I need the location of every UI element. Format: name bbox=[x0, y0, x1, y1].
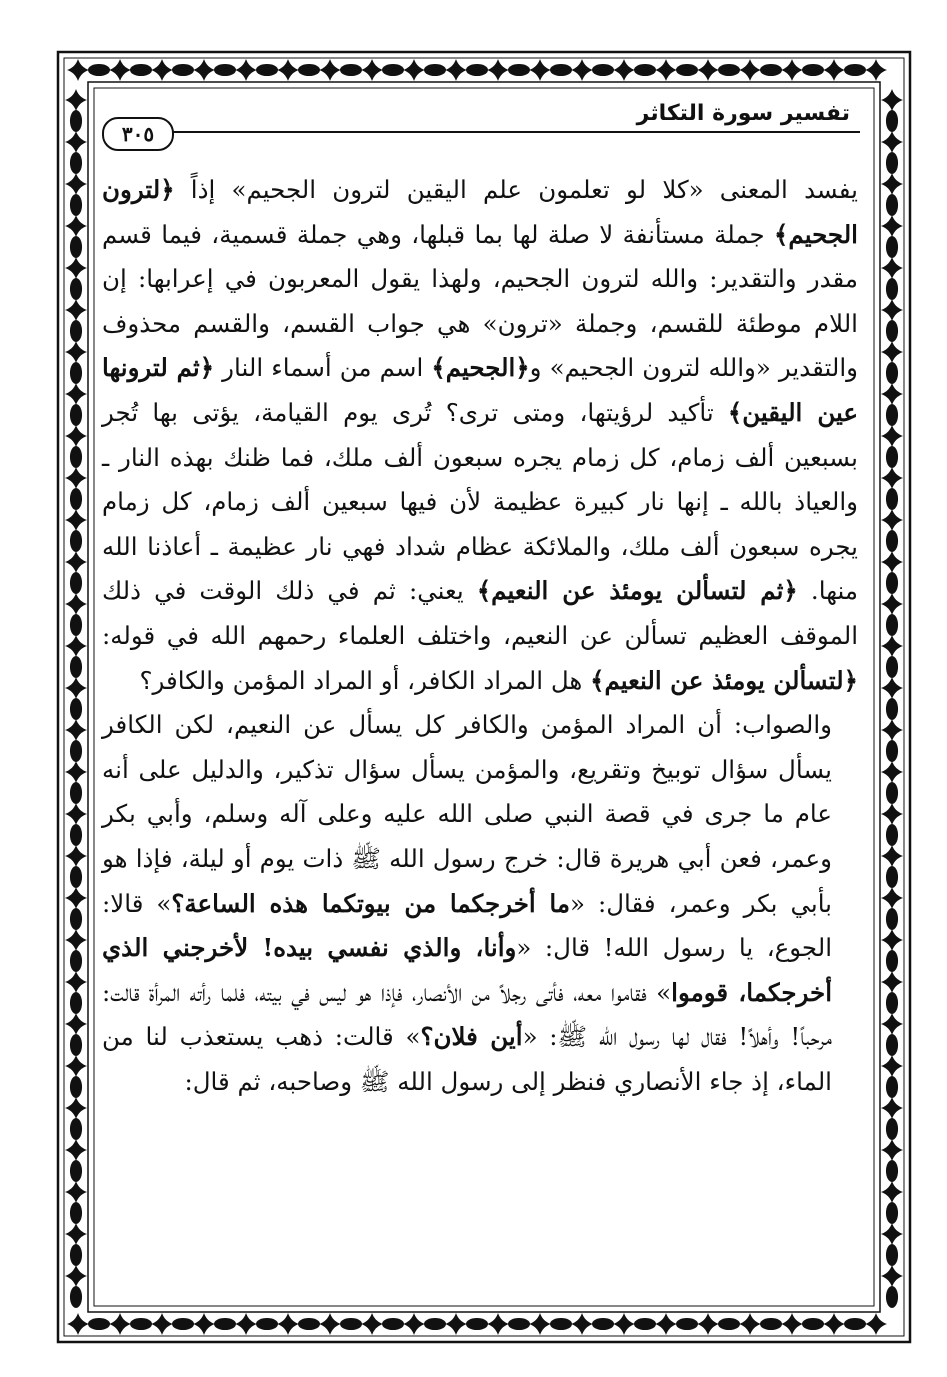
arc-ornament bbox=[886, 278, 898, 300]
star-ornament bbox=[65, 1055, 87, 1077]
star-ornament bbox=[655, 1313, 677, 1335]
arc-ornament bbox=[886, 782, 898, 804]
star-ornament bbox=[881, 215, 903, 237]
arc-ornament bbox=[886, 530, 898, 552]
star-ornament bbox=[881, 467, 903, 489]
arc-ornament bbox=[70, 782, 82, 804]
text-run: جملة مستأنفة لا صلة لها بما قبلها، وهي جملة قسمية، فيما قسم مقدر والتقدير: والله لترون الجحيم، ولهذا يقول المعربون في إعرابها: إن اللام موطئة للقسم، وجملة «ترون» هي جواب القسم، والقسم محذوف والتقدير «والله لترون الجحيم» و bbox=[102, 219, 859, 383]
arc-ornament bbox=[424, 64, 446, 76]
arc-ornament bbox=[844, 1318, 866, 1330]
star-ornament bbox=[65, 845, 87, 867]
star-ornament bbox=[65, 887, 87, 909]
star-ornament bbox=[65, 1181, 87, 1203]
star-ornament bbox=[445, 1313, 467, 1335]
star-ornament bbox=[65, 341, 87, 363]
quran-quote: ﴿الجحيم﴾ bbox=[431, 353, 530, 383]
star-ornament bbox=[881, 89, 903, 111]
star-ornament bbox=[65, 971, 87, 993]
arc-ornament bbox=[70, 446, 82, 468]
hadith-quote: أين فلان؟ bbox=[420, 1022, 523, 1052]
arc-ornament bbox=[70, 1202, 82, 1224]
arc-ornament bbox=[886, 1244, 898, 1266]
arc-ornament bbox=[298, 1318, 320, 1330]
arc-ornament bbox=[802, 64, 824, 76]
star-ornament bbox=[881, 1097, 903, 1119]
star-ornament bbox=[361, 59, 383, 81]
hadith-quote: وأنا، والذي نفسي بيده! لأخرجني الذي أخرجكما، قوموا bbox=[102, 933, 832, 1007]
arc-ornament bbox=[886, 488, 898, 510]
star-ornament bbox=[881, 1223, 903, 1245]
arc-ornament bbox=[886, 698, 898, 720]
star-ornament bbox=[881, 1139, 903, 1161]
arc-ornament bbox=[70, 866, 82, 888]
star-ornament bbox=[109, 1313, 131, 1335]
star-ornament bbox=[151, 1313, 173, 1335]
star-ornament bbox=[277, 59, 299, 81]
text-run: هل المراد الكافر، أو المراد المؤمن والكافر؟ bbox=[139, 665, 591, 695]
paragraph-1 bbox=[102, 168, 858, 703]
star-ornament bbox=[319, 59, 341, 81]
star-ornament bbox=[65, 593, 87, 615]
star-ornament bbox=[881, 257, 903, 279]
arc-ornament bbox=[70, 614, 82, 636]
star-ornament bbox=[881, 761, 903, 783]
arc-ornament bbox=[70, 1034, 82, 1056]
star-ornament bbox=[697, 1313, 719, 1335]
arc-ornament bbox=[424, 1318, 446, 1330]
star-ornament bbox=[881, 1265, 903, 1287]
star-ornament bbox=[781, 1313, 803, 1335]
star-ornament bbox=[65, 383, 87, 405]
star-ornament bbox=[881, 299, 903, 321]
arc-ornament bbox=[508, 64, 530, 76]
star-ornament bbox=[739, 59, 761, 81]
star-ornament bbox=[881, 803, 903, 825]
arc-ornament bbox=[886, 950, 898, 972]
quran-quote: ﴿لترون الجحيم﴾ bbox=[102, 175, 858, 249]
star-ornament bbox=[487, 59, 509, 81]
arc-ornament bbox=[886, 614, 898, 636]
star-ornament bbox=[881, 1055, 903, 1077]
arc-ornament bbox=[592, 64, 614, 76]
arc-ornament bbox=[70, 1286, 82, 1308]
arc-ornament bbox=[70, 1076, 82, 1098]
page-number: ٣٠٥ bbox=[102, 117, 174, 151]
star-ornament bbox=[65, 635, 87, 657]
star-ornament bbox=[881, 425, 903, 447]
arc-ornament bbox=[214, 64, 236, 76]
arc-ornament bbox=[760, 64, 782, 76]
arc-ornament bbox=[886, 236, 898, 258]
star-ornament bbox=[65, 509, 87, 531]
star-ornament bbox=[65, 719, 87, 741]
text-run: والصواب: أن المراد المؤمن والكافر كل يسأل عن النعيم، لكن الكافر يسأل سؤال توبيخ وتقريع، والمؤمن يسأل سؤال تذكير، والدليل على أنه عام ما جرى في قصة النبي صلى الله عليه وعلى آله وسلم، وأبي بكر وعمر، فعن أبي هريرة قال: خرج رسول الله ﷺ ذات يوم أو ليلة، فإذا هو بأبي بكر وعمر، فقال: « bbox=[102, 710, 832, 918]
star-ornament bbox=[881, 383, 903, 405]
star-ornament bbox=[881, 1013, 903, 1035]
text-run: تأكيد لرؤيتها، ومتى ترى؟ تُرى يوم القيامة، يؤتى بها تُجر بسبعين ألف زمام، كل زمام يجره سبعون ألف ملك، فما ظنك بهذه النار ـ والعياذ بالله ـ إنها نار كبيرة عظيمة لأن فيها سبعين ألف زمام، كل زمام يجره سبعون ألف ملك، والملائكة عظام شداد فهي نار عظيمة ـ أعاذنا الله منها. bbox=[102, 397, 858, 606]
quran-quote: ﴿لتسألن يومئذ عن النعيم﴾ bbox=[590, 665, 858, 695]
star-ornament bbox=[487, 1313, 509, 1335]
star-ornament bbox=[235, 1313, 257, 1335]
star-ornament bbox=[823, 1313, 845, 1335]
arc-ornament bbox=[70, 572, 82, 594]
star-ornament bbox=[881, 173, 903, 195]
arc-ornament bbox=[172, 1318, 194, 1330]
arc-ornament bbox=[70, 740, 82, 762]
star-ornament bbox=[65, 803, 87, 825]
arc-ornament bbox=[382, 64, 404, 76]
main-text bbox=[102, 168, 858, 1104]
arc-ornament bbox=[886, 992, 898, 1014]
star-ornament bbox=[65, 761, 87, 783]
arc-ornament bbox=[382, 1318, 404, 1330]
arc-ornament bbox=[886, 1160, 898, 1182]
page-title: تفسير سورة التكاثر bbox=[636, 101, 850, 126]
arc-ornament bbox=[886, 194, 898, 216]
star-ornament bbox=[881, 1181, 903, 1203]
star-ornament bbox=[529, 59, 551, 81]
arc-ornament bbox=[256, 1318, 278, 1330]
arc-ornament bbox=[886, 110, 898, 132]
arc-ornament bbox=[718, 64, 740, 76]
arc-ornament bbox=[886, 656, 898, 678]
star-ornament bbox=[571, 59, 593, 81]
arc-ornament bbox=[88, 1318, 110, 1330]
arc-ornament bbox=[886, 1076, 898, 1098]
star-ornament bbox=[277, 1313, 299, 1335]
star-ornament bbox=[65, 257, 87, 279]
arc-ornament bbox=[844, 64, 866, 76]
star-ornament bbox=[67, 59, 89, 81]
arc-ornament bbox=[70, 152, 82, 174]
arc-ornament bbox=[256, 64, 278, 76]
text-run: » قالا: الجوع، يا رسول الله! قال: « bbox=[102, 888, 832, 963]
arc-ornament bbox=[508, 1318, 530, 1330]
arc-ornament bbox=[340, 64, 362, 76]
text-run: يفسد المعنى «كلا لو تعلمون علم اليقين لترون الجحيم» إذاً bbox=[174, 175, 858, 204]
star-ornament bbox=[67, 1313, 89, 1335]
paragraph-2 bbox=[102, 703, 858, 1104]
star-ornament bbox=[881, 551, 903, 573]
arc-ornament bbox=[70, 1244, 82, 1266]
star-ornament bbox=[65, 173, 87, 195]
text-run: » فقاموا معه، فأتى رجلاً من الأنصار، فإذا هو ليس في بيته، فلما رأته المرأة قالت: مرحباً! وأهلاً! فقال لها رسول الله ﷺ: « bbox=[102, 977, 832, 1052]
arc-ornament bbox=[130, 1318, 152, 1330]
arc-ornament bbox=[886, 572, 898, 594]
star-ornament bbox=[109, 59, 131, 81]
arc-ornament bbox=[70, 824, 82, 846]
star-ornament bbox=[865, 59, 887, 81]
star-ornament bbox=[65, 89, 87, 111]
star-ornament bbox=[193, 1313, 215, 1335]
star-ornament bbox=[65, 1013, 87, 1035]
arc-ornament bbox=[886, 1118, 898, 1140]
star-ornament bbox=[613, 59, 635, 81]
arc-ornament bbox=[298, 64, 320, 76]
star-ornament bbox=[571, 1313, 593, 1335]
star-ornament bbox=[65, 1097, 87, 1119]
star-ornament bbox=[65, 551, 87, 573]
star-ornament bbox=[235, 59, 257, 81]
arc-ornament bbox=[88, 64, 110, 76]
arc-ornament bbox=[886, 1286, 898, 1308]
page-header bbox=[100, 95, 860, 155]
star-ornament bbox=[65, 215, 87, 237]
star-ornament bbox=[65, 131, 87, 153]
arc-ornament bbox=[886, 1034, 898, 1056]
arc-ornament bbox=[550, 64, 572, 76]
star-ornament bbox=[361, 1313, 383, 1335]
quran-quote: ﴿ثم لترونها عين اليقين﴾ bbox=[102, 353, 858, 427]
arc-ornament bbox=[70, 992, 82, 1014]
star-ornament bbox=[65, 929, 87, 951]
arc-ornament bbox=[886, 320, 898, 342]
arc-ornament bbox=[592, 1318, 614, 1330]
star-ornament bbox=[529, 1313, 551, 1335]
arc-ornament bbox=[886, 866, 898, 888]
star-ornament bbox=[739, 1313, 761, 1335]
arc-ornament bbox=[70, 404, 82, 426]
star-ornament bbox=[881, 887, 903, 909]
arc-ornament bbox=[886, 152, 898, 174]
star-ornament bbox=[881, 131, 903, 153]
text-run: يعني: ثم في ذلك الوقت في ذلك الموقف العظيم تسألن عن النعيم، واختلف العلماء رحمهم الله في قوله: bbox=[102, 576, 858, 650]
star-ornament bbox=[881, 929, 903, 951]
arc-ornament bbox=[214, 1318, 236, 1330]
star-ornament bbox=[881, 971, 903, 993]
arc-ornament bbox=[70, 656, 82, 678]
star-ornament bbox=[445, 59, 467, 81]
arc-ornament bbox=[130, 64, 152, 76]
star-ornament bbox=[65, 425, 87, 447]
text-run: » قالت: ذهب يستعذب لنا من الماء، إذ جاء الأنصاري فنظر إلى رسول الله ﷺ وصاحبه، ثم قال: bbox=[102, 1022, 832, 1096]
arc-ornament bbox=[886, 404, 898, 426]
arc-ornament bbox=[760, 1318, 782, 1330]
arc-ornament bbox=[886, 824, 898, 846]
arc-ornament bbox=[70, 278, 82, 300]
star-ornament bbox=[881, 677, 903, 699]
arc-ornament bbox=[886, 908, 898, 930]
star-ornament bbox=[697, 59, 719, 81]
star-ornament bbox=[781, 59, 803, 81]
arc-ornament bbox=[70, 320, 82, 342]
star-ornament bbox=[65, 1139, 87, 1161]
arc-ornament bbox=[676, 64, 698, 76]
star-ornament bbox=[881, 845, 903, 867]
arc-ornament bbox=[70, 236, 82, 258]
arc-ornament bbox=[466, 1318, 488, 1330]
star-ornament bbox=[65, 1223, 87, 1245]
arc-ornament bbox=[718, 1318, 740, 1330]
star-ornament bbox=[655, 59, 677, 81]
star-ornament bbox=[881, 509, 903, 531]
arc-ornament bbox=[70, 362, 82, 384]
arc-ornament bbox=[886, 740, 898, 762]
arc-ornament bbox=[886, 362, 898, 384]
star-ornament bbox=[193, 59, 215, 81]
star-ornament bbox=[65, 677, 87, 699]
arc-ornament bbox=[70, 110, 82, 132]
star-ornament bbox=[881, 593, 903, 615]
star-ornament bbox=[881, 719, 903, 741]
star-ornament bbox=[151, 59, 173, 81]
arc-ornament bbox=[70, 1160, 82, 1182]
star-ornament bbox=[65, 467, 87, 489]
text-run: اسم من أسماء النار bbox=[214, 353, 432, 383]
star-ornament bbox=[65, 299, 87, 321]
arc-ornament bbox=[886, 446, 898, 468]
header-rule bbox=[160, 131, 860, 133]
arc-ornament bbox=[340, 1318, 362, 1330]
arc-ornament bbox=[466, 64, 488, 76]
arc-ornament bbox=[172, 64, 194, 76]
arc-ornament bbox=[676, 1318, 698, 1330]
arc-ornament bbox=[70, 194, 82, 216]
arc-ornament bbox=[70, 950, 82, 972]
arc-ornament bbox=[550, 1318, 572, 1330]
star-ornament bbox=[613, 1313, 635, 1335]
arc-ornament bbox=[70, 698, 82, 720]
arc-ornament bbox=[802, 1318, 824, 1330]
star-ornament bbox=[881, 341, 903, 363]
arc-ornament bbox=[70, 530, 82, 552]
star-ornament bbox=[823, 59, 845, 81]
arc-ornament bbox=[70, 1118, 82, 1140]
star-ornament bbox=[403, 59, 425, 81]
arc-ornament bbox=[70, 488, 82, 510]
arc-ornament bbox=[634, 64, 656, 76]
hadith-quote: ما أخرجكما من بيوتكما هذه الساعة؟ bbox=[171, 888, 570, 918]
star-ornament bbox=[403, 1313, 425, 1335]
star-ornament bbox=[881, 635, 903, 657]
star-ornament bbox=[319, 1313, 341, 1335]
arc-ornament bbox=[886, 1202, 898, 1224]
arc-ornament bbox=[70, 908, 82, 930]
quran-quote: ﴿ثم لتسألن يومئذ عن النعيم﴾ bbox=[476, 576, 798, 606]
arc-ornament bbox=[634, 1318, 656, 1330]
star-ornament bbox=[865, 1313, 887, 1335]
star-ornament bbox=[65, 1265, 87, 1287]
